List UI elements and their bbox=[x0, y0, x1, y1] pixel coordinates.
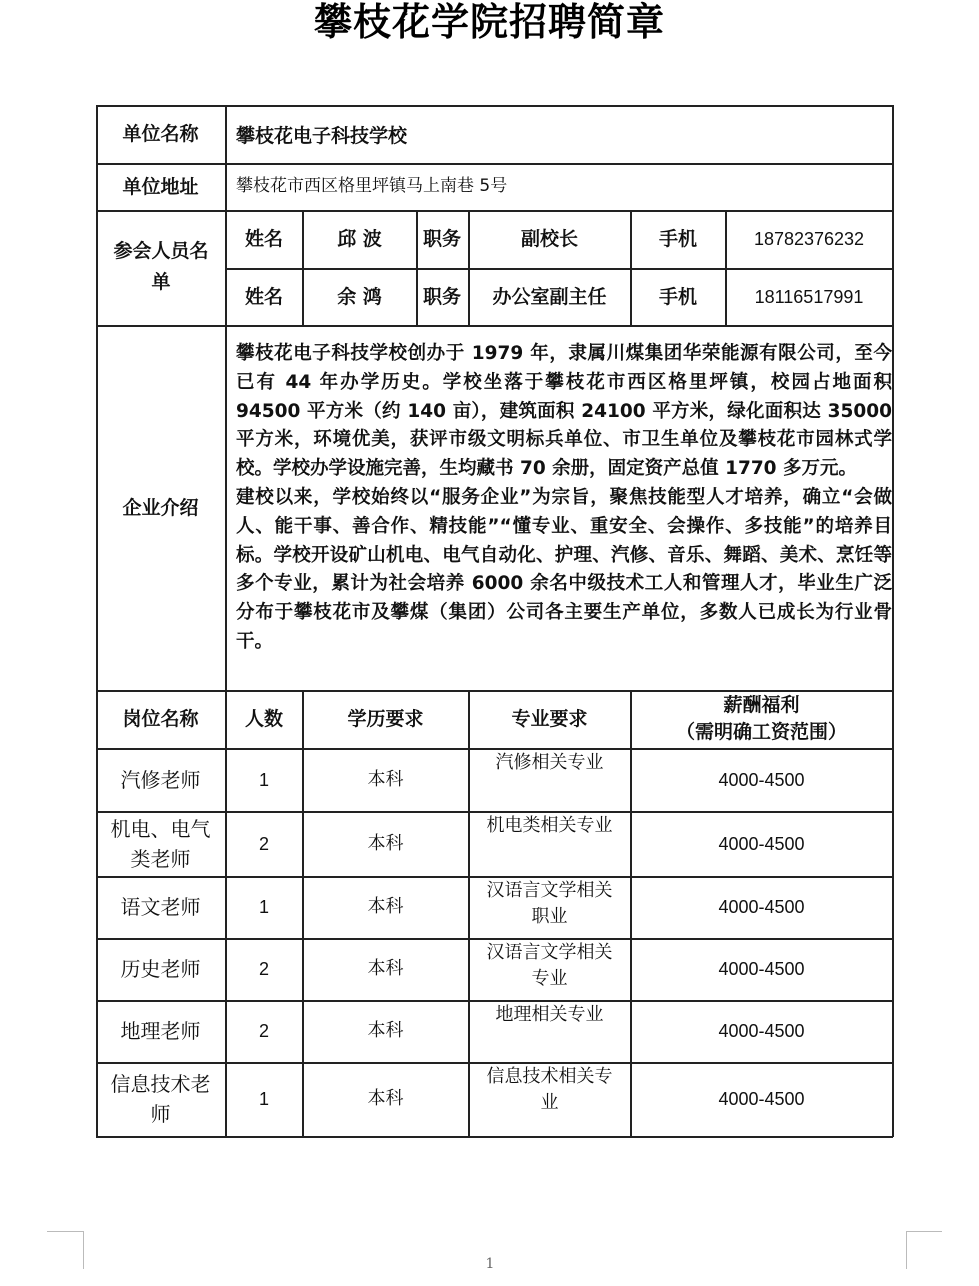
job-education: 本科 bbox=[367, 832, 404, 854]
job-education: 本科 bbox=[367, 768, 404, 790]
job-salary: 4000-4500 bbox=[718, 833, 805, 854]
attendees-label: 参会人员名单 bbox=[113, 240, 209, 293]
job-title: 机电、电气类老师 bbox=[110, 816, 211, 871]
attendee-name: 邱 波 bbox=[337, 228, 382, 250]
attendee-phone-label: 手机 bbox=[658, 285, 697, 308]
job-title: 历史老师 bbox=[120, 957, 201, 981]
job-major: 地理相关专业 bbox=[495, 1004, 604, 1025]
header-count: 人数 bbox=[244, 708, 283, 730]
job-count: 1 bbox=[258, 897, 269, 917]
job-count: 2 bbox=[258, 833, 269, 854]
attendee-phone: 18116517991 bbox=[754, 286, 864, 307]
page-number: 1 bbox=[485, 1256, 495, 1272]
job-education: 本科 bbox=[367, 896, 404, 917]
intro-paragraph: 建校以来，学校始终以“服务企业”为宗旨，聚焦技能型人才培养，确立“会做人、能干事、善合作、精技能”“懂专业、重安全、会操作、多技能”的培养目标。学校开设矿山机电、电气自动化、护理、汽修、音乐、舞蹈、美术、烹饪等多个专业，累计为社会培养 6000 余名中级技术工人和管理人才，毕业生广泛分布于攀枝花市及攀煤（集团）公司各主要生产单位，多数人已成长为行业骨干。 bbox=[236, 486, 892, 652]
unit-name-value: 攀枝花电子科技学校 bbox=[236, 125, 408, 147]
job-salary: 4000-4500 bbox=[718, 959, 805, 979]
page-title: 攀枝花学院招聘简章 bbox=[313, 0, 665, 44]
job-title: 信息技术老师 bbox=[110, 1072, 211, 1126]
header-salary bbox=[631, 690, 892, 748]
job-count: 1 bbox=[258, 1089, 269, 1109]
attendee-name-label: 姓名 bbox=[244, 285, 283, 308]
job-major: 汉语言文学相关专业 bbox=[486, 942, 613, 989]
job-salary: 4000-4500 bbox=[718, 769, 805, 790]
intro-paragraph: 攀枝花电子科技学校创办于 1979 年，隶属川煤集团华荣能源有限公司，至今已有 44 年办学历史。学校坐落于攀枝花市西区格里坪镇，校园占地面积 94500 平方米（约 140 亩），建筑面积 24100 平方米，绿化面积达 35000 平方米，环境优美，获评市级文明标兵单位、市卫生单位及攀枝花市园林式学校。学校办学设施完善，生均藏书 70 余册，固定资产总值 1770 多万元。 bbox=[236, 343, 892, 480]
job-education: 本科 bbox=[367, 958, 404, 979]
job-count: 2 bbox=[258, 1021, 269, 1041]
header-salary-note: （需明确工资范围） bbox=[675, 721, 847, 743]
job-salary: 4000-4500 bbox=[718, 897, 805, 917]
header-education: 学历要求 bbox=[347, 708, 424, 730]
job-salary: 4000-4500 bbox=[718, 1089, 805, 1109]
job-major: 汽修相关专业 bbox=[495, 752, 604, 773]
job-major: 信息技术相关专业 bbox=[486, 1066, 613, 1113]
intro-label: 企业介绍 bbox=[122, 496, 199, 519]
unit-address-value: 攀枝花市西区格里坪镇马上南巷 5号 bbox=[236, 175, 508, 196]
attendee-name: 余 鸿 bbox=[337, 285, 382, 308]
job-education: 本科 bbox=[367, 1088, 404, 1109]
job-major: 汉语言文学相关职业 bbox=[486, 880, 613, 927]
attendee-position: 副校长 bbox=[520, 228, 578, 250]
job-salary: 4000-4500 bbox=[718, 1021, 805, 1041]
header-job-title: 岗位名称 bbox=[122, 708, 199, 730]
unit-name-label: 单位名称 bbox=[122, 123, 199, 145]
header-major: 专业要求 bbox=[511, 708, 588, 730]
intro-text bbox=[236, 340, 892, 657]
attendee-phone-label: 手机 bbox=[658, 228, 697, 250]
attendee-name-label: 姓名 bbox=[244, 228, 283, 250]
job-major: 机电类相关专业 bbox=[486, 815, 613, 836]
job-title: 地理老师 bbox=[120, 1019, 201, 1043]
job-education: 本科 bbox=[367, 1020, 404, 1041]
header-salary-title: 薪酬福利 bbox=[723, 694, 800, 716]
attendee-position: 办公室副主任 bbox=[492, 285, 607, 308]
job-count: 1 bbox=[258, 769, 269, 790]
job-title: 汽修老师 bbox=[120, 767, 201, 792]
attendee-position-label: 职务 bbox=[422, 285, 461, 308]
job-count: 2 bbox=[258, 959, 269, 979]
job-title: 语文老师 bbox=[120, 895, 201, 919]
attendee-phone: 18782376232 bbox=[753, 229, 865, 249]
attendee-position-label: 职务 bbox=[422, 228, 461, 250]
unit-address-label: 单位地址 bbox=[122, 175, 199, 198]
